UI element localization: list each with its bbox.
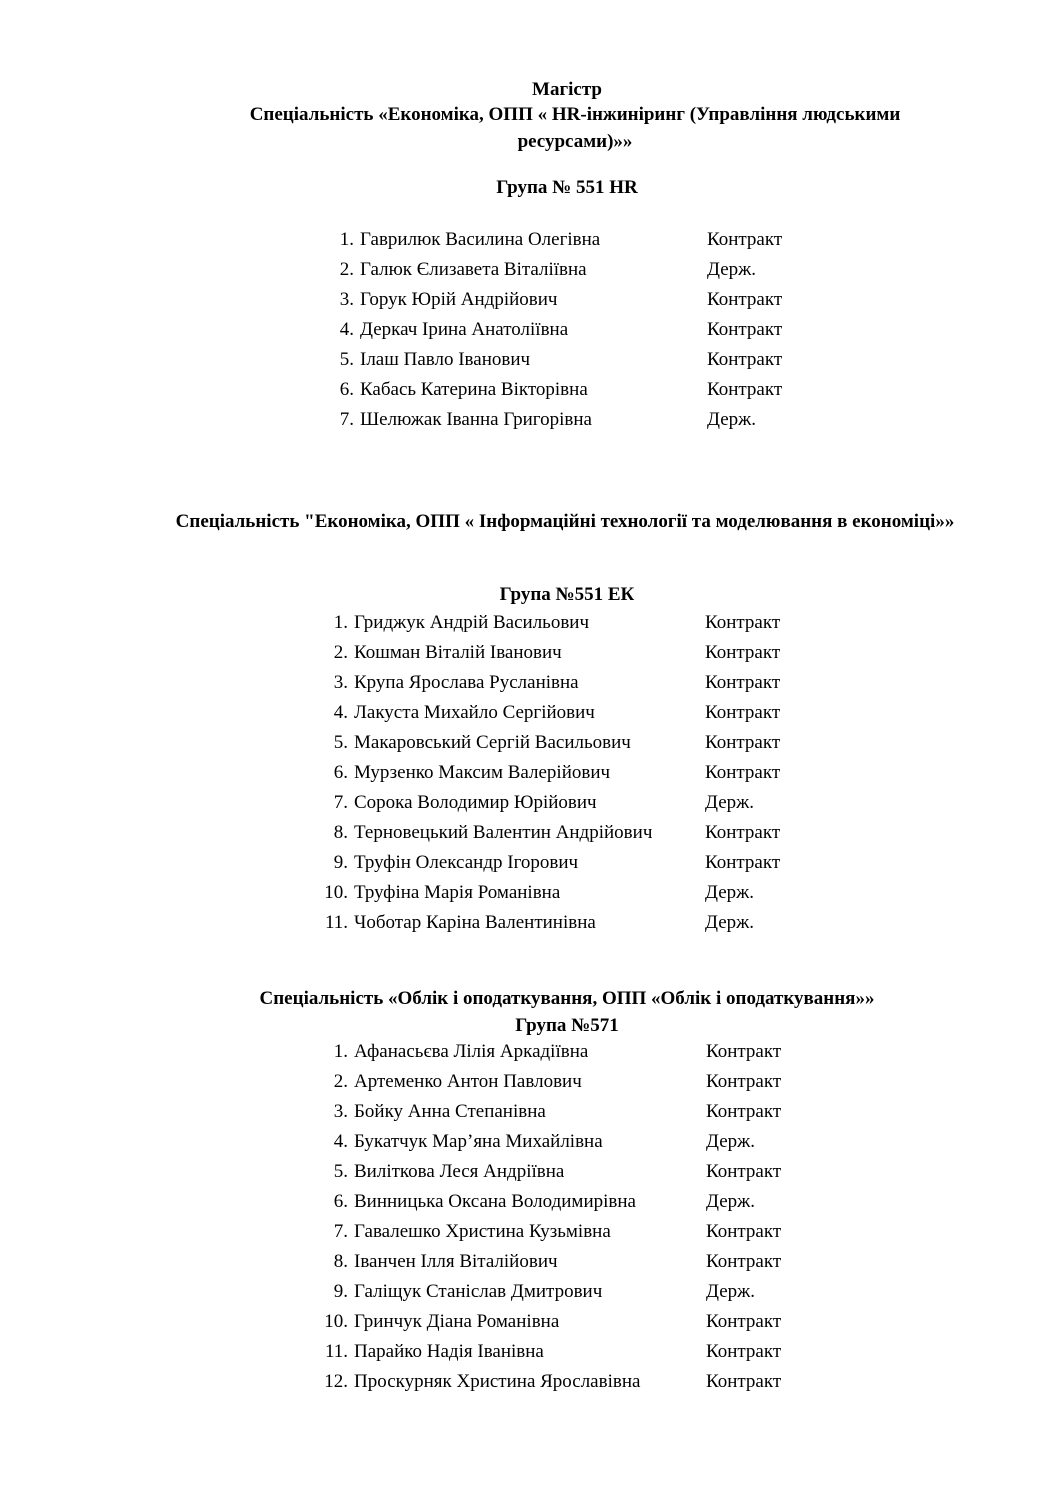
student-number: 6. [339,379,354,400]
student-number: 5. [339,349,354,370]
student-status: Контракт [706,1161,782,1182]
student-number: 9. [333,1281,348,1302]
student-status: Контракт [707,229,783,250]
student-name: Мурзенко Максим Валерійович [354,762,611,783]
student-status: Держ. [706,1281,756,1302]
student-number: 7. [339,409,354,430]
student-name: Гавалешко Христина Кузьмівна [354,1221,611,1242]
student-status: Контракт [705,852,781,873]
specialty-title-1: Спеціальність «Економіка, ОПП « HR-інжиніринг (Управління людськими ресурсами)»» [249,104,901,152]
student-number: 7. [333,1221,348,1242]
student-number: 8. [333,1251,348,1272]
student-status: Контракт [706,1101,782,1122]
student-name: Терновецький Валентин Андрійович [354,822,653,843]
student-name: Кабась Катерина Вікторівна [360,379,588,400]
student-name: Проскурняк Христина Ярославівна [354,1371,641,1392]
student-status: Держ. [706,1191,756,1212]
student-number: 9. [333,852,348,873]
student-name: Лакуста Михайло Сергійович [354,702,595,723]
student-status: Контракт [706,1311,782,1332]
student-name: Гаврилюк Василина Олегівна [360,229,601,250]
student-name: Крупа Ярослава Русланівна [354,672,579,693]
student-number: 2. [333,1071,348,1092]
student-status: Контракт [705,732,781,753]
student-name: Артеменко Антон Павлович [354,1071,582,1092]
student-name: Виліткова Леся Андріївна [354,1161,565,1182]
student-number: 8. [333,822,348,843]
student-name: Макаровський Сергій Васильович [354,732,631,753]
student-name: Гриджук Андрій Васильович [354,612,590,633]
group-title-2: Група №551 ЕК [499,584,635,605]
student-status: Контракт [707,319,783,340]
student-number: 2. [339,259,354,280]
student-number: 4. [339,319,354,340]
student-number: 7. [333,792,348,813]
student-name: Сорока Володимир Юрійович [354,792,597,813]
student-number: 5. [333,1161,348,1182]
student-status: Контракт [705,702,781,723]
student-number: 1. [333,612,348,633]
student-status: Держ. [707,259,757,280]
student-status: Держ. [705,792,755,813]
student-status: Контракт [706,1371,782,1392]
student-name: Шелюжак Іванна Григорівна [360,409,592,430]
student-name: Бойку Анна Степанівна [354,1101,546,1122]
degree-title: Магістр [532,79,602,100]
student-name: Ілаш Павло Іванович [360,349,531,370]
student-name: Букатчук Мар’яна Михайлівна [354,1131,603,1152]
student-number: 2. [333,642,348,663]
student-number: 1. [333,1041,348,1062]
student-status: Держ. [707,409,757,430]
student-status: Контракт [707,349,783,370]
student-number: 4. [333,1131,348,1152]
student-status: Контракт [706,1341,782,1362]
student-status: Контракт [706,1071,782,1092]
student-name: Афанасьєва Лілія Аркадіївна [354,1041,589,1062]
student-number: 12. [324,1371,348,1392]
student-status: Контракт [707,379,783,400]
student-number: 5. [333,732,348,753]
student-name: Чоботар Каріна Валентинівна [354,912,596,933]
student-name: Труфіна Марія Романівна [354,882,561,903]
student-status: Контракт [705,642,781,663]
student-name: Гринчук Діана Романівна [354,1311,560,1332]
student-status: Держ. [705,882,755,903]
group-title-3: Група №571 [515,1015,619,1036]
student-name: Кошман Віталій Іванович [354,642,562,663]
student-number: 11. [324,912,348,933]
student-number: 4. [333,702,348,723]
student-name: Труфін Олександр Ігорович [354,852,579,873]
specialty-title-2: Спеціальність "Економіка, ОПП « Інформаційні технології та моделювання в економіці»» [175,511,955,532]
specialty-title-3: Спеціальність «Облік і оподаткування, ОПП «Облік і оподаткування»» [259,988,875,1009]
student-status: Контракт [705,762,781,783]
student-name: Іванчен Ілля Віталійович [354,1251,558,1272]
student-status: Контракт [706,1041,782,1062]
student-number: 6. [333,1191,348,1212]
student-status: Контракт [706,1251,782,1272]
student-number: 3. [333,672,348,693]
student-status: Контракт [706,1221,782,1242]
student-name: Галюк Єлизавета Віталіївна [360,259,587,280]
student-name: Парайко Надія Іванівна [354,1341,544,1362]
group-title-1: Група № 551 HR [496,177,638,198]
student-number: 10. [324,1311,348,1332]
student-number: 3. [333,1101,348,1122]
student-status: Контракт [705,822,781,843]
student-number: 6. [333,762,348,783]
student-name: Галіщук Станіслав Дмитрович [354,1281,603,1302]
student-status: Контракт [707,289,783,310]
student-status: Контракт [705,672,781,693]
student-name: Деркач Ірина Анатоліївна [360,319,569,340]
student-number: 1. [339,229,354,250]
student-name: Винницька Оксана Володимирівна [354,1191,636,1212]
student-status: Держ. [705,912,755,933]
student-number: 11. [324,1341,348,1362]
student-status: Контракт [705,612,781,633]
student-name: Горук Юрій Андрійович [360,289,558,310]
student-status: Держ. [706,1131,756,1152]
student-number: 3. [339,289,354,310]
student-number: 10. [324,882,348,903]
